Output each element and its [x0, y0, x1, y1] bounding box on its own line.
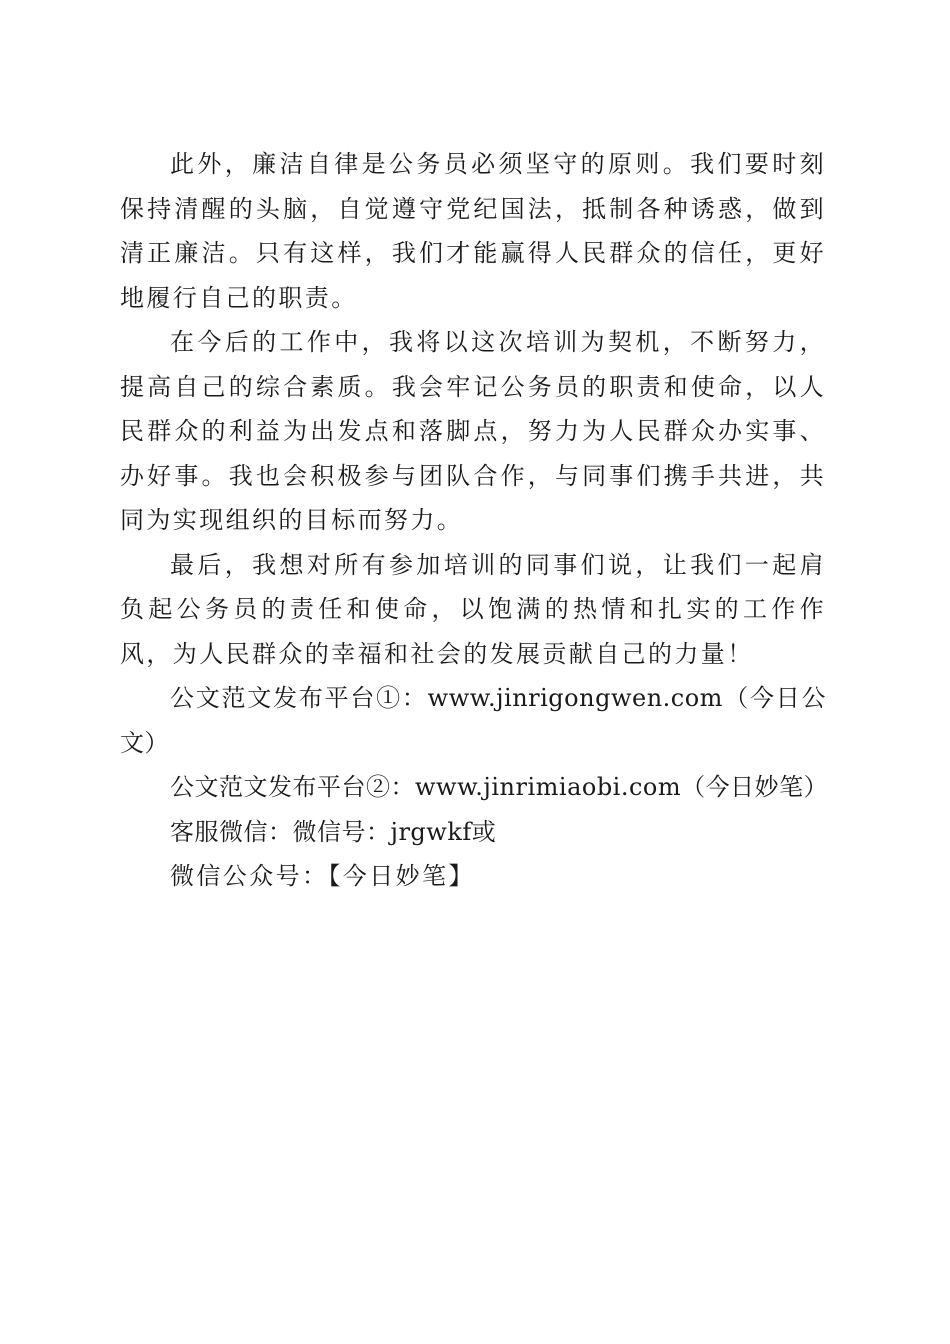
document-body — [120, 142, 829, 899]
paragraph-future-work: 在今后的工作中，我将以这次培训为契机，不断努力，提高自己的综合素质。我会牢记公务员的职责和使命，以人民群众的利益为出发点和落脚点，努力为人民群众办实事、办好事。我也会积极参与团队合作，与同事们携手共进，共同为实现组织的目标而努力。 — [120, 328, 826, 534]
paragraph-closing: 最后，我想对所有参加培训的同事们说，让我们一起肩负起公务员的责任和使命，以饱满的热情和扎实的工作作风，为人民群众的幸福和社会的发展贡献自己的力量！ — [120, 550, 826, 668]
footer-platform-1: 公文范文发布平台①：www.jinrigongwen.com（今日公文） — [120, 684, 826, 757]
footer-wechat-service: 客服微信：微信号：jrgwkf或 — [170, 817, 497, 846]
footer-platform-2: 公文范文发布平台②：www.jinrimiaobi.com（今日妙笔） — [170, 773, 829, 801]
paragraph-integrity: 此外，廉洁自律是公务员必须坚守的原则。我们要时刻保持清醒的头脑，自觉遵守党纪国法，抵制各种诱惑，做到清正廉洁。只有这样，我们才能赢得人民群众的信任，更好地履行自己的职责。 — [120, 150, 826, 312]
footer-wechat-account: 微信公众号：【今日妙笔】 — [170, 862, 475, 890]
